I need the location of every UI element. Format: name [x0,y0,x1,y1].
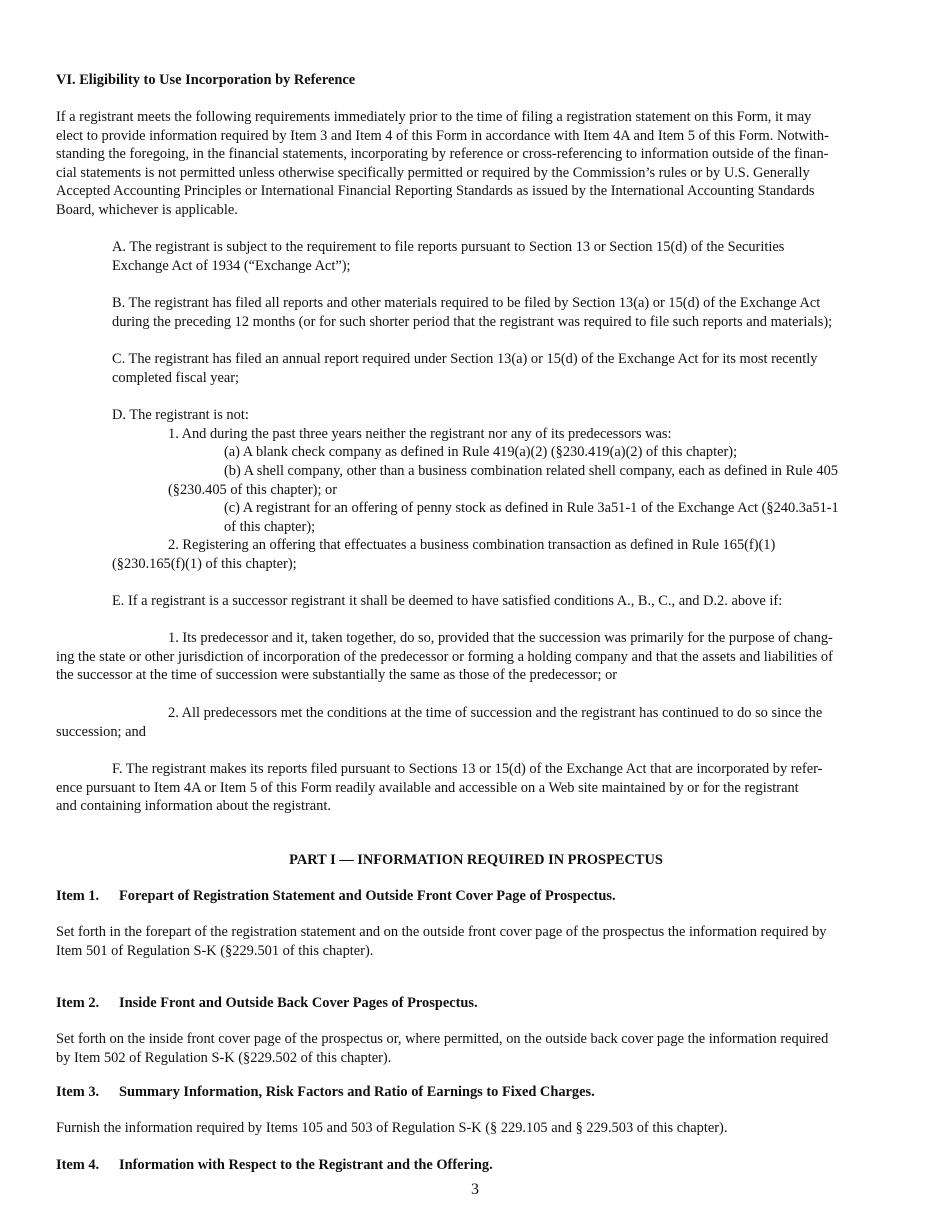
condition-d1c-cont: of this chapter); [224,519,316,535]
text-line: Set forth on the inside front cover page of the prospectus or, where permitted, on the outside back cover page the information required [56,1031,829,1047]
item-number: Item 3. [56,1084,100,1100]
text-line: Set forth in the forepart of the registration statement and on the outside front cover page of the prospectus the information required by [56,924,827,940]
condition-d-heading: D. The registrant is not: [112,407,249,423]
text-line: elect to provide information required by Item 3 and Item 4 of this Form in accordance with Item 4A and Item 5 of this Form. Notwith- [56,127,829,144]
item-title: Inside Front and Outside Back Cover Pages of Prospectus. [119,995,478,1011]
page-number: 3 [471,1181,479,1198]
text-line: during the preceding 12 months (or for such shorter period that the registrant was required to file such reports and materials); [112,313,833,330]
condition-c [112,350,896,387]
text-line: B. The registrant has filed all reports and other materials required to be filed by Section 13(a) or 15(d) of the Exchange Act [112,295,821,311]
part-heading: PART I — INFORMATION REQUIRED IN PROSPECTUS [289,852,663,868]
text-line: ence pursuant to Item 4A or Item 5 of this Form readily available and accessible on a Web site maintained by or for the registrant [56,779,799,796]
condition-e1 [56,629,896,685]
condition-d1c: (c) A registrant for an offering of penny stock as defined in Rule 3a51-1 of the Exchange Act (§240.3a51-1 [224,500,839,516]
text-line: ing the state or other jurisdiction of incorporation of the predecessor or forming a holding company and that the assets and liabilities of [56,648,833,665]
condition-d1a: (a) A blank check company as defined in Rule 419(a)(2) (§230.419(a)(2) of this chapter); [224,444,738,460]
text-line: A. The registrant is subject to the requirement to file reports pursuant to Section 13 or Section 15(d) of the Securities [112,239,785,255]
item-1-heading [56,887,616,906]
text-line: 1. Its predecessor and it, taken together, do so, provided that the succession was primarily for the purpose of chang- [168,630,833,646]
condition-d2: 2. Registering an offering that effectuates a business combination transaction as defined in Rule 165(f)(1) [168,537,776,553]
item-4-heading [56,1156,493,1175]
condition-d1: 1. And during the past three years neither the registrant nor any of its predecessors was: [168,426,672,442]
condition-f [56,760,896,816]
item-title: Summary Information, Risk Factors and Ratio of Earnings to Fixed Charges. [119,1084,595,1100]
item-3-heading [56,1083,595,1102]
item-title: Forepart of Registration Statement and Outside Front Cover Page of Prospectus. [119,888,616,904]
section-heading: VI. Eligibility to Use Incorporation by Reference [56,72,356,88]
text-line: the successor at the time of succession were substantially the same as those of the predecessor; or [56,667,618,684]
condition-d1b-cont: (§230.405 of this chapter); or [168,482,338,498]
intro-paragraph [56,108,896,220]
text-line: F. The registrant makes its reports filed pursuant to Sections 13 or 15(d) of the Exchange Act that are incorporated by refer- [112,761,823,777]
text-line: Exchange Act of 1934 (“Exchange Act”); [112,257,351,274]
text-line: succession; and [56,723,146,740]
text-line: Board, whichever is applicable. [56,201,238,218]
text-line: Furnish the information required by Items 105 and 503 of Regulation S-K (§ 229.105 and § 229.503 of this chapter). [56,1120,728,1136]
condition-a [112,238,896,275]
text-line: standing the foregoing, in the financial statements, incorporating by reference or cross-referencing to information outside of the finan- [56,146,829,163]
item-1-body [56,923,896,960]
condition-e2 [56,704,896,741]
item-3-body [56,1119,896,1138]
text-line: completed fiscal year; [112,369,240,386]
item-title: Information with Respect to the Registrant and the Offering. [119,1157,493,1173]
text-line: by Item 502 of Regulation S-K (§229.502 of this chapter). [56,1049,392,1066]
text-line: If a registrant meets the following requirements immediately prior to the time of filing a registration statement on this Form, it may [56,109,812,125]
item-2-heading [56,994,478,1013]
item-number: Item 2. [56,995,100,1011]
text-line: Item 501 of Regulation S-K (§229.501 of this chapter). [56,942,374,959]
text-line: 2. All predecessors met the conditions at the time of succession and the registrant has continued to do so since the [168,705,823,721]
item-number: Item 1. [56,888,100,904]
text-line: cial statements is not permitted unless otherwise specifically permitted or required by the Commission’s rules or by U.S. Generally [56,164,810,181]
item-number: Item 4. [56,1157,100,1173]
text-line: C. The registrant has filed an annual report required under Section 13(a) or 15(d) of the Exchange Act for its most recently [112,351,818,367]
text-line: Accepted Accounting Principles or International Financial Reporting Standards as issued by the International Accounting Standards [56,183,815,200]
condition-e-heading: E. If a registrant is a successor registrant it shall be deemed to have satisfied conditions A., B., C., and D.2. above if: [112,593,783,609]
item-2-body [56,1030,896,1067]
condition-d1b: (b) A shell company, other than a business combination related shell company, each as defined in Rule 405 [224,463,838,479]
text-line: and containing information about the registrant. [56,798,331,815]
condition-d2-cont: (§230.165(f)(1) of this chapter); [112,556,297,572]
condition-b [112,294,896,331]
